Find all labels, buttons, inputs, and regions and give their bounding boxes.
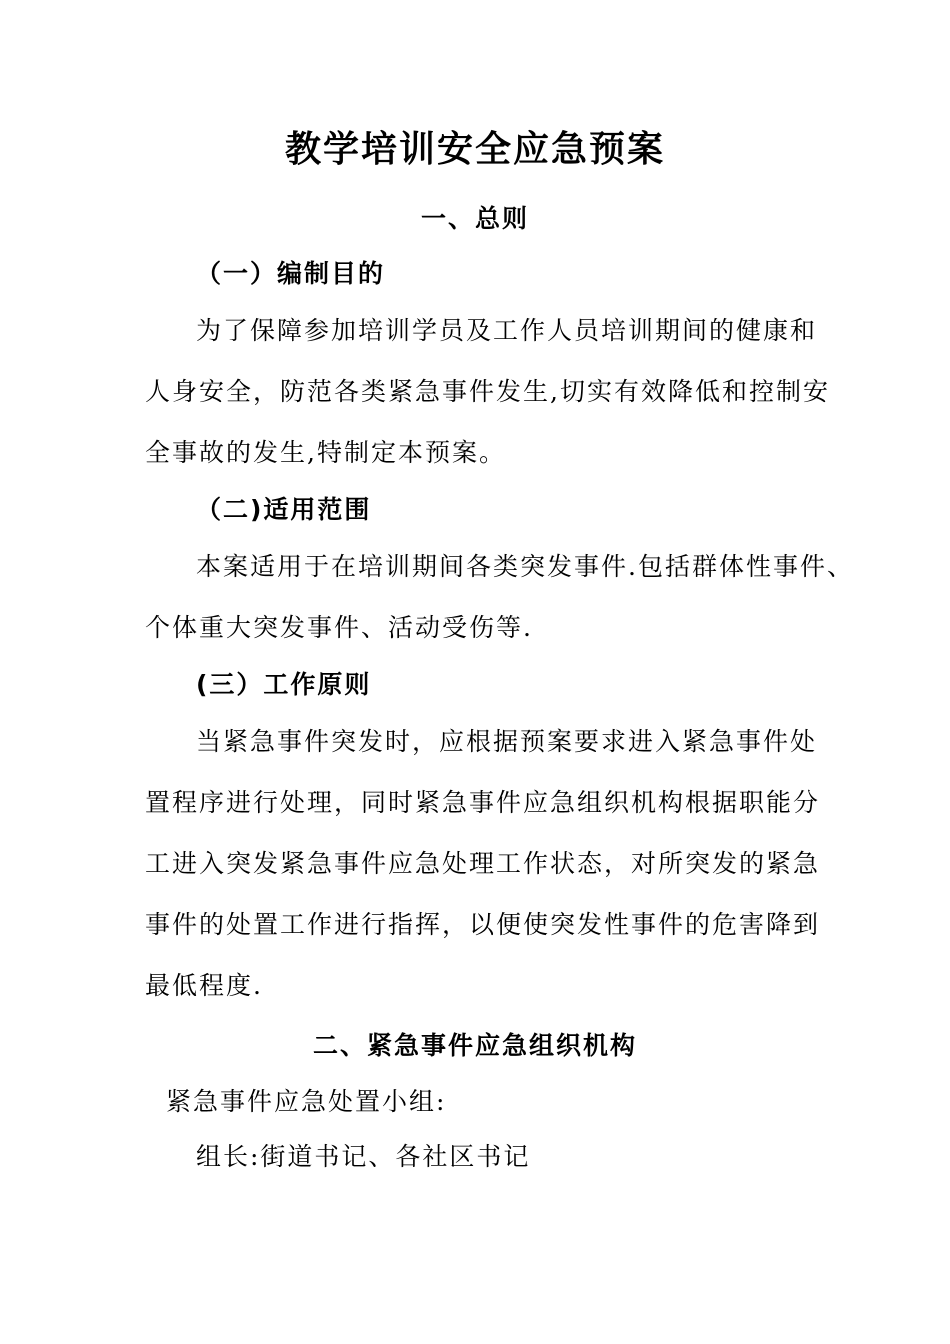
paragraph-line: 事件的处置工作进行指挥，以便使突发性事件的危害降到: [145, 910, 821, 939]
paragraph-line: 为了保障参加培训学员及工作人员培训期间的健康和: [196, 316, 818, 345]
section-heading-organization: 二、紧急事件应急组织机构: [312, 1031, 637, 1060]
subsection-heading-principles: (三）工作原则: [196, 670, 372, 699]
paragraph-line: 本案适用于在培训期间各类突发事件.包括群体性事件、: [196, 552, 854, 581]
subsection-heading-scope: （二)适用范围: [196, 495, 372, 524]
paragraph-line: 最低程度.: [145, 971, 263, 1000]
section-heading-general: 一、总则: [420, 204, 529, 233]
paragraph-line: 工进入突发紧急事件应急处理工作状态，对所突发的紧急: [145, 849, 821, 878]
group-leader: 组长:街道书记、各社区书记: [196, 1142, 531, 1171]
group-label: 紧急事件应急处置小组:: [166, 1087, 447, 1116]
document-title: 教学培训安全应急预案: [284, 129, 665, 170]
paragraph-line: 个体重大突发事件、活动受伤等.: [145, 613, 533, 642]
paragraph-line: 当紧急事件突发时，应根据预案要求进入紧急事件处: [196, 727, 818, 756]
subsection-heading-purpose: （一）编制目的: [196, 259, 386, 288]
paragraph-line: 全事故的发生,特制定本预案。: [145, 438, 506, 467]
paragraph-line: 人身安全，防范各类紧急事件发生,切实有效降低和控制安: [145, 377, 830, 406]
paragraph-line: 置程序进行处理，同时紧急事件应急组织机构根据职能分: [145, 788, 821, 817]
